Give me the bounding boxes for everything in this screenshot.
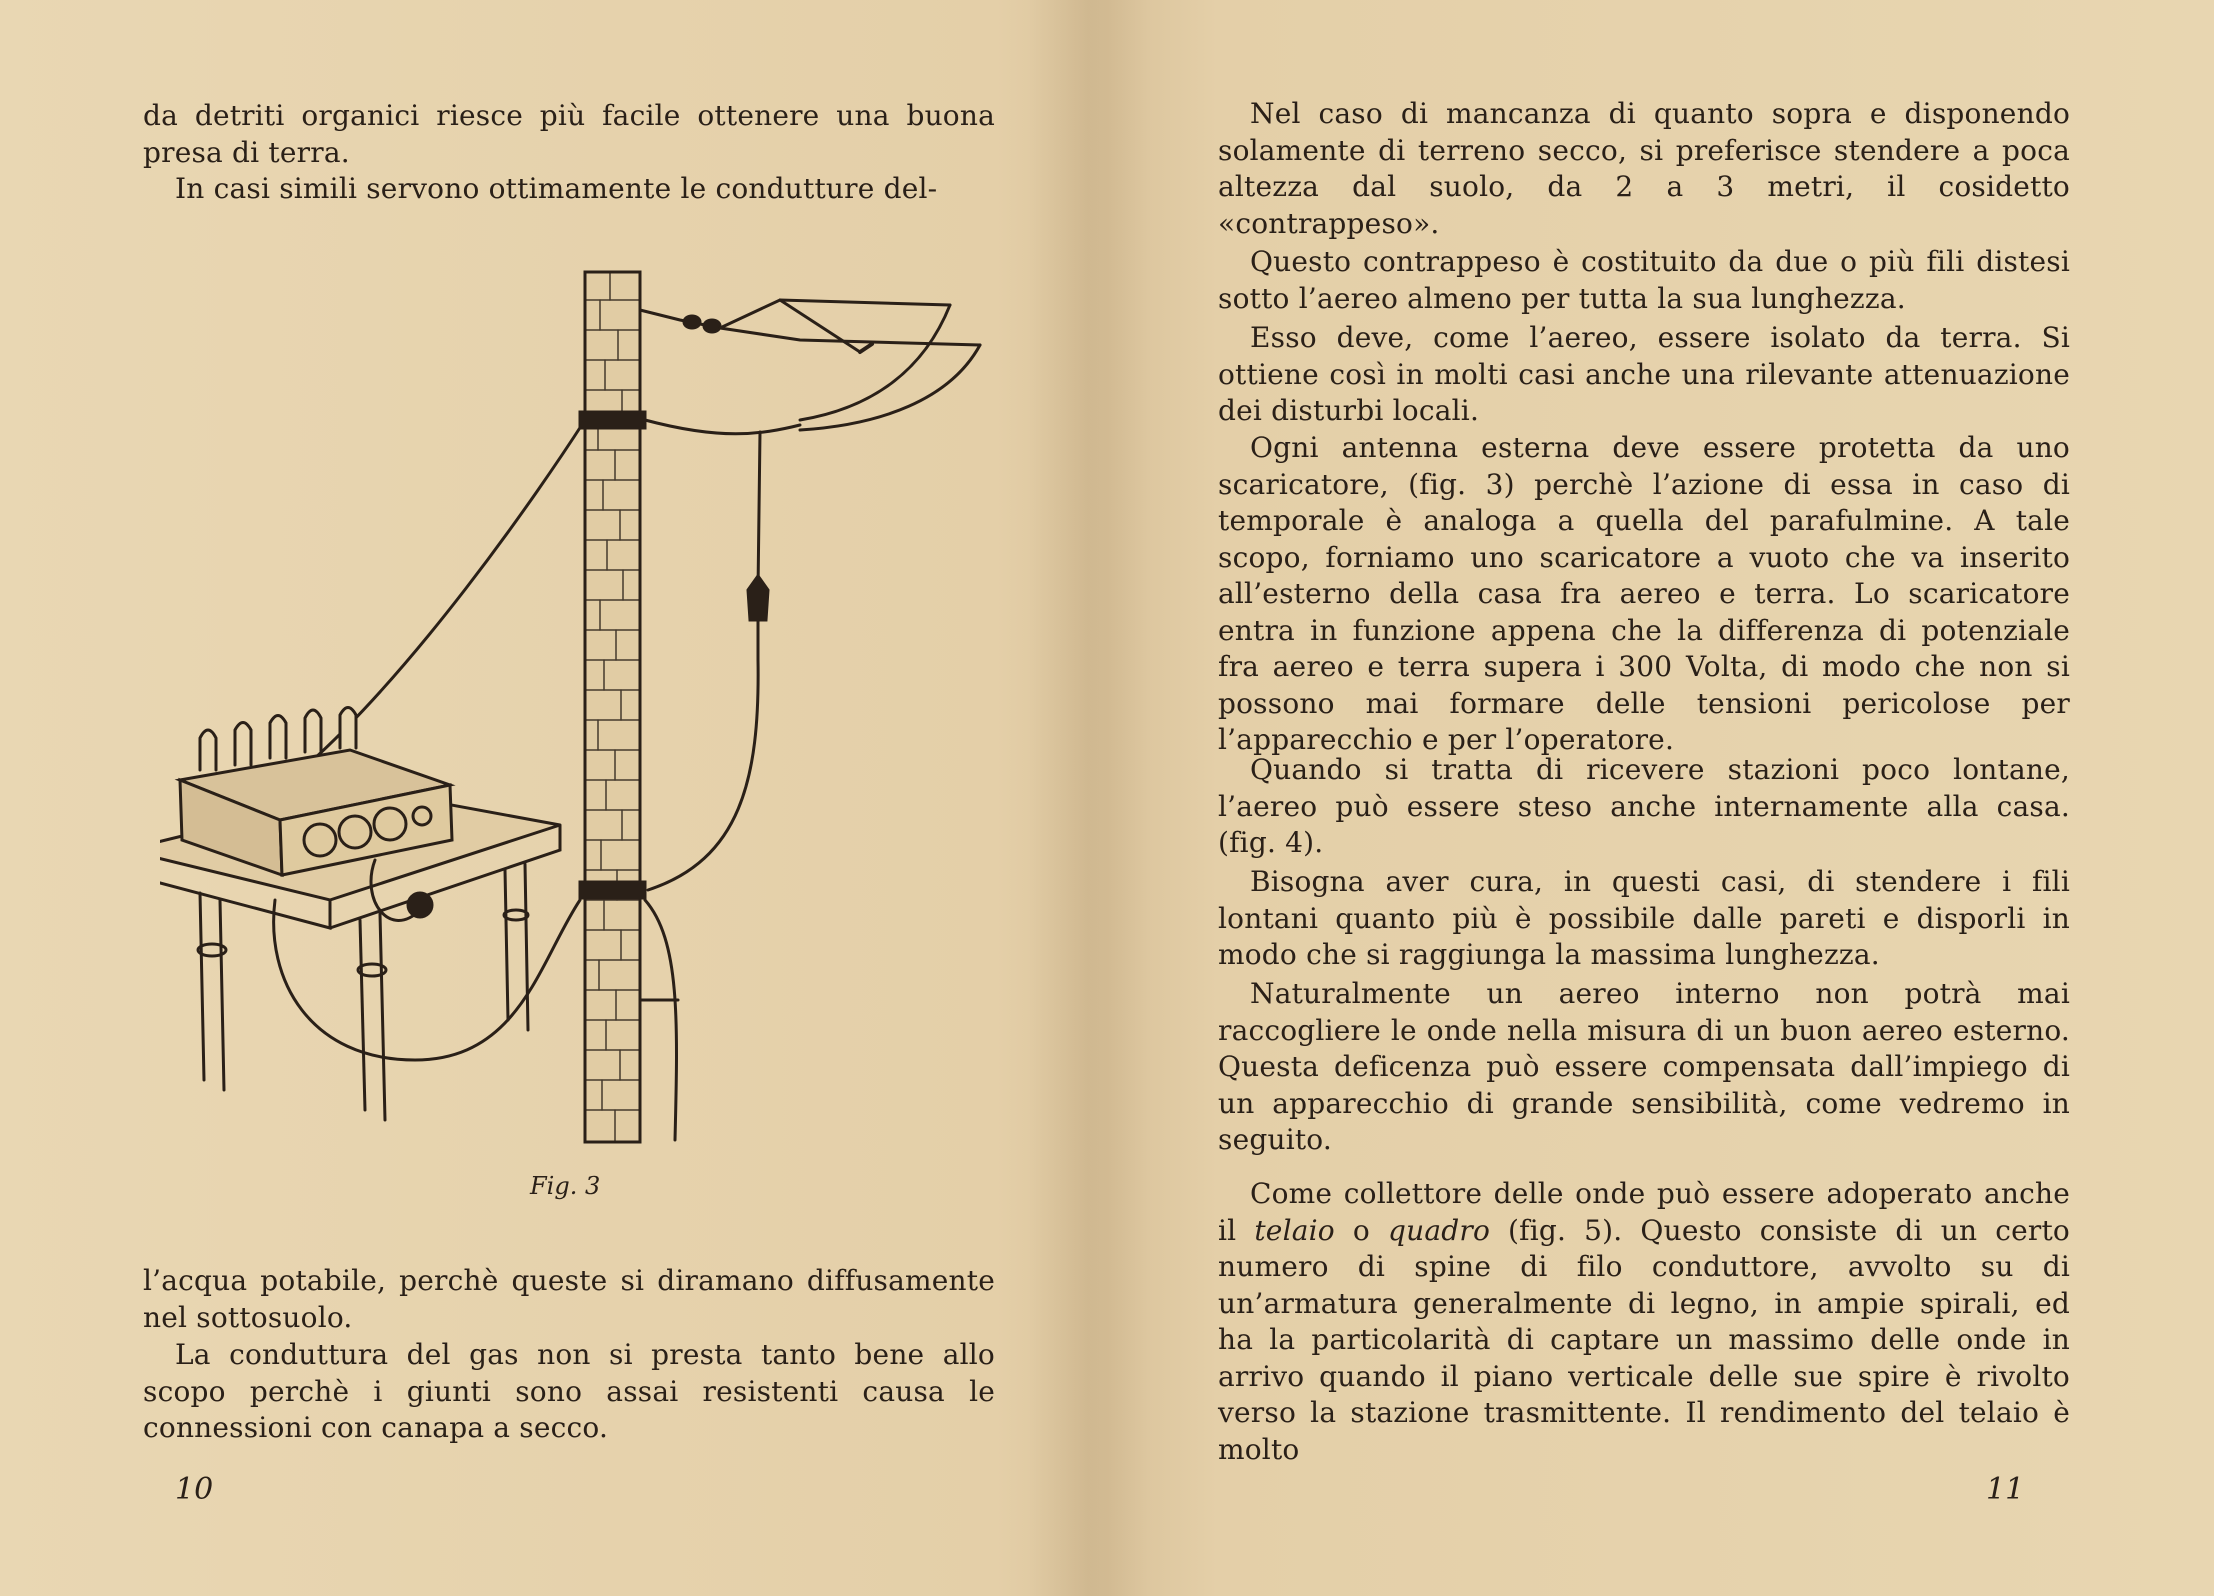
figure-caption: Fig. 3	[530, 1172, 601, 1200]
term-telaio: telaio	[1254, 1213, 1335, 1247]
left-paragraph-2: In casi simili servono ottimamente le condutture del-	[175, 172, 938, 205]
page-number-right: 11	[1986, 1472, 2025, 1507]
right-paragraph-6: Bisogna aver cura, in questi casi, di stendere i fili lontani quanto più è possibile dalle pareti e disporli in modo che si raggiunga la massima lunghezza.	[1218, 865, 2070, 971]
right-paragraph-5: Quando si tratta di ricevere stazioni poco lontane, l’aereo può essere steso anche internamente alla casa. (fig. 4).	[1218, 753, 2070, 859]
paragraph-8-start: Come collettore delle onde può essere adoperato anche il	[1218, 1177, 2070, 1247]
right-paragraph-2: Questo contrappeso è costituito da due o più fili distesi sotto l’aereo almeno per tutta la sua lunghezza.	[1218, 245, 2070, 315]
left-paragraph-1: da detriti organici riesce più facile ottenere una buona presa di terra.	[143, 99, 995, 169]
right-paragraph-7: Naturalmente un aereo interno non potrà mai raccogliere le onde nella misura di un buon aereo esterno. Questa deficenza può essere compensata dall’impiego di un apparecchio di grande sensibilità, come vedremo in seguito.	[1218, 977, 2070, 1156]
page-number-left: 10	[175, 1472, 214, 1507]
right-paragraph-4: Ogni antenna esterna deve essere protetta da uno scaricatore, (fig. 3) perchè l’azione di essa in caso di temporale è analoga a quella del parafulmine. A tale scopo, forniamo uno scaricatore a vuoto che va inserito all’esterno della casa fra aereo e terra. Lo scaricatore entra in funzione appena che la differenza di potenziale fra aereo e terra supera i 300 Volta, di modo che non si possono mai formare delle tensioni pericolose per l’apparecchio e per l’operatore.	[1218, 431, 2070, 756]
left-paragraph-4: La conduttura del gas non si presta tanto bene allo scopo perchè i giunti sono assai resistenti causa le connessioni con canapa a secco.	[143, 1338, 995, 1444]
left-paragraph-3: l’acqua potabile, perchè queste si diramano diffusamente nel sottosuolo.	[143, 1264, 995, 1334]
right-paragraph-3: Esso deve, come l’aereo, essere isolato da terra. Si ottiene così in molti casi anche una rilevante attenuazione dei disturbi locali.	[1218, 321, 2070, 427]
paragraph-8-conjunction: o	[1334, 1213, 1388, 1247]
paragraph-8-rest: (fig. 5). Questo consiste di un certo numero di spine di filo conduttore, avvolto su di un’armatura generalmente di legno, in ampie spirali, ed ha la particolarità di captare un massimo delle onde in arrivo quando il piano verticale delle sue spire è rivolto verso la stazione trasmittente. Il rendimento del telaio è molto	[1218, 1213, 2070, 1466]
antenna-illustration	[160, 260, 1000, 1150]
term-quadro: quadro	[1387, 1213, 1491, 1247]
right-paragraph-1: Nel caso di mancanza di quanto sopra e disponendo solamente di terreno secco, si preferisce stendere a poca altezza dal suolo, da 2 a 3 metri, il cosidetto «contrappeso».	[1218, 97, 2070, 240]
right-paragraph-8	[1218, 1176, 2070, 1468]
